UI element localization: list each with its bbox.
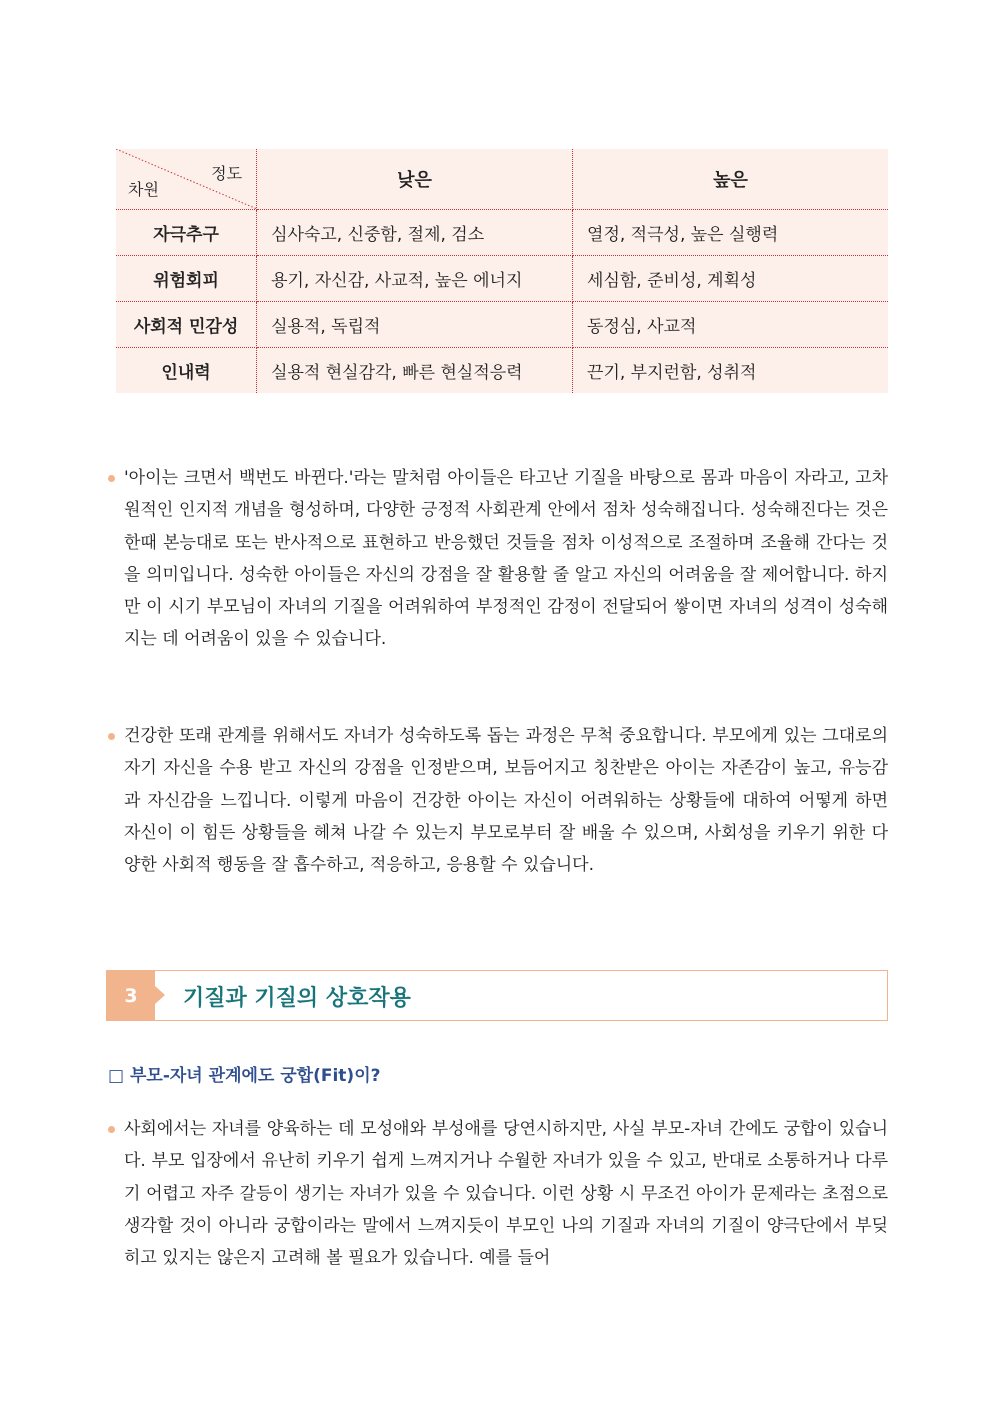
table-row [116, 302, 888, 348]
bullet-icon [108, 475, 115, 482]
bullet-icon [108, 733, 115, 740]
section-number: 3 [107, 971, 155, 1020]
arrow-icon [155, 986, 165, 1004]
row-low: 실용적, 독립적 [257, 302, 573, 348]
subsection-title: 부모-자녀 관계에도 궁합(Fit)이? [129, 1066, 381, 1086]
row-low: 실용적 현실감각, 빠른 현실적응력 [257, 348, 573, 394]
paragraph-text: '아이는 크면서 백번도 바뀐다.'라는 말처럼 아이들은 타고난 기질을 바탕으로 몸과 마음이 자라고, 고차원적인 인지적 개념을 형성하며, 다양한 긍정적 사회관계 안에서 점차 성숙해집니다. 성숙해진다는 것은 한때 본능대로 또는 반사적으로 표현하고 반응했던 것들을 점차 이성적으로 조절하며 조율해 간다는 것을 의미입니다. 성숙한 아이들은 자신의 강점을 잘 활용할 줄 알고 자신의 어려움을 잘 제어합니다. 하지만 이 시기 부모님이 자녀의 기질을 어려워하여 부정적인 감정이 전달되어 쌓이면 자녀의 성격이 성숙해지는 데 어려움이 있을 수 있습니다. [124, 468, 888, 650]
row-low: 용기, 자신감, 사교적, 높은 에너지 [257, 256, 573, 302]
section-header [106, 970, 888, 1021]
corner-degree-label: 정도 [211, 164, 243, 183]
bullet-icon [108, 1126, 115, 1133]
table-corner-cell [116, 149, 257, 210]
table-row [116, 256, 888, 302]
temperament-table [116, 149, 888, 393]
paragraph-text: 사회에서는 자녀를 양육하는 데 모성애와 부성애를 당연시하지만, 사실 부모-자녀 간에도 궁합이 있습니다. 부모 입장에서 유난히 키우기 쉽게 느껴지거나 수월한 자녀가 있을 수 있고, 반대로 소통하거나 다루기 어렵고 자주 갈등이 생기는 자녀가 있을 수 있습니다. 이런 상황 시 무조건 아이가 문제라는 초점으로 생각할 것이 아니라 궁합이라는 말에서 느껴지듯이 부모인 나의 기질과 자녀의 기질이 양극단에서 부딪히고 있지는 않은지 고려해 볼 필요가 있습니다. 예를 들어 [124, 1119, 888, 1269]
header-low: 낮은 [257, 149, 573, 210]
bullet-paragraph [124, 720, 888, 881]
header-high: 높은 [573, 149, 888, 210]
section-title: 기질과 기질의 상호작용 [183, 986, 411, 1011]
table-header-row [116, 149, 888, 210]
checkbox-icon: □ [108, 1066, 125, 1086]
corner-dimension-label: 차원 [128, 180, 159, 199]
table-row [116, 348, 888, 394]
row-low: 심사숙고, 신중함, 절제, 검소 [257, 210, 573, 256]
row-high: 열정, 적극성, 높은 실행력 [573, 210, 888, 256]
row-high: 끈기, 부지런함, 성취적 [587, 363, 757, 383]
bullet-paragraph [124, 462, 888, 656]
row-dimension: 위험회피 [116, 256, 257, 302]
subsection-heading [108, 1061, 381, 1086]
paragraph-text: 건강한 또래 관계를 위해서도 자녀가 성숙하도록 돕는 과정은 무척 중요합니다. 부모에게 있는 그대로의 자기 자신을 수용 받고 자신의 강점을 인정받으며, 보듬어지고 칭찬받은 아이는 자존감이 높고, 유능감과 자신감을 느낍니다. 이렇게 마음이 건강한 아이는 자신이 어려워하는 상황들에 대하여 어떻게 하면 자신이 이 힘든 상황들을 헤쳐 나갈 수 있는지 부모로부터 잘 배울 수 있으며, 사회성을 키우기 위한 다양한 사회적 행동을 잘 흡수하고, 적응하고, 응용할 수 있습니다. [124, 726, 888, 876]
table-row [116, 210, 888, 256]
row-dimension: 인내력 [116, 348, 257, 394]
row-high: 동정심, 사교적 [573, 302, 888, 348]
row-dimension: 사회적 민감성 [116, 302, 257, 348]
row-high: 세심함, 준비성, 계획성 [573, 256, 888, 302]
bullet-paragraph [124, 1113, 888, 1274]
row-dimension: 자극추구 [116, 210, 257, 256]
